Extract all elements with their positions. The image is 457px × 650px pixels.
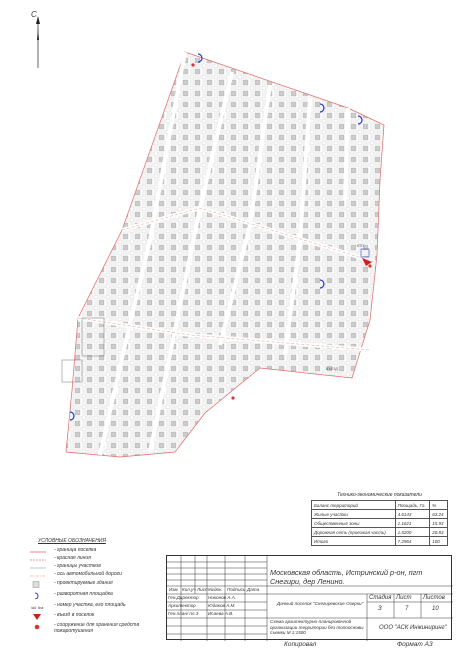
legend-title: УСЛОВНЫЕ ОБОЗНАЧЕНИЯ [38,538,106,544]
road-axis-icon [30,572,46,579]
table-cell: Общественные зоны [312,519,396,528]
fire-storage-icon [30,623,46,630]
turning-area-icon [30,592,46,599]
legend-label: - ось автомобильной дороги [54,571,122,577]
stamp-project: Дачный поселок "Снегиревские Озерки" [277,601,364,606]
stamp-header: Дата [247,587,260,592]
legend-label: - красная линия [54,555,91,561]
stamp-header: Кол.уч [182,587,196,592]
table-row [312,519,448,528]
person-role: Архитектор [168,603,196,608]
stage-header: Листов [423,595,445,601]
legend-item [30,602,160,611]
legend-item [30,571,160,580]
stage-value: 7 [405,606,409,612]
stamp-sheet-title: Схема архитектурно-планировочной организации территории без топоосновы съемки М 1:1500 [270,619,364,635]
table-cell: 15.93 [430,519,448,528]
person-role: Ген.Директор [168,595,199,600]
legend-item [30,612,160,621]
title-block [166,555,452,640]
table-cell: 1.5200 [395,528,430,537]
table-cell: 1.1621 [395,519,430,528]
plot-number-icon [30,603,46,610]
table-cell: 100 [430,537,448,546]
legend-label: - границы участков [54,563,101,569]
legend-label: - разворотная площадка [54,591,113,597]
legend-item [30,622,160,634]
table-cell: 20.83 [430,528,448,537]
stage-value: 10 [432,606,439,612]
table-cell: 63.24 [430,510,448,519]
person-name: Юдаков А.М. [208,603,236,608]
table-header-row [312,501,448,510]
plot-border-icon [30,564,46,571]
legend-label: - проектируемые здания [54,580,113,586]
table-cell: Дорожная сеть (проезжая часть) [312,528,396,537]
entry-arrow-icon [30,613,46,620]
tech-table [311,500,448,546]
north-label: С [31,10,37,19]
building-icon [30,581,46,588]
ktp-label: КТП [357,244,364,248]
stage-value: З [378,606,382,612]
stage-header: Лист [396,595,412,601]
stamp-company: ООО "АСК Инжиниринг" [379,625,447,631]
table-header: Площадь, Га [395,501,430,510]
legend-label: - граница поселка [54,547,97,553]
stamp-header: Подпись [227,587,246,592]
person-role: Ген.план/ пл.3 [168,611,199,616]
table-row [312,528,448,537]
table-row [312,510,448,519]
table-cell: Итого [312,537,396,546]
legend-label: - сооружение для хранения средств пожаротушения [54,622,140,634]
table-cell: 7.2964 [395,537,430,546]
stamp-header: Лист [197,587,209,592]
legend-item [30,591,160,600]
plot-number-sample: №1 6ca [31,606,44,610]
copied-label: Копировал [284,641,317,648]
table-cell: Жилые участки [312,510,396,519]
legend-label: - въезд в поселок [54,612,95,618]
stamp-location: Московская область, Истринский р-он, пгт Снегири, дер Ленино. [270,568,423,586]
stamp-header: Изм. [169,587,179,592]
legend-item [30,580,160,589]
red-line-icon [30,556,46,563]
boundary-line-icon [30,548,46,555]
person-name: Исаева А.В. [208,611,234,616]
tech-title: Технико-экономические показатели [337,492,422,498]
person-name: Никонов А.А. [208,595,237,600]
table-row [312,537,448,546]
table-header: % [430,501,448,510]
stage-header: Стадия [369,595,392,601]
table-header: Баланс территорий [312,501,396,510]
legend-label: - номер участка, его площадь [54,602,126,608]
entry-label: ВЪЕЗД [326,367,338,371]
table-cell: 4.6143 [395,510,430,519]
stamp-header: №док. [209,587,223,592]
format-label: Формат А3 [397,641,433,648]
